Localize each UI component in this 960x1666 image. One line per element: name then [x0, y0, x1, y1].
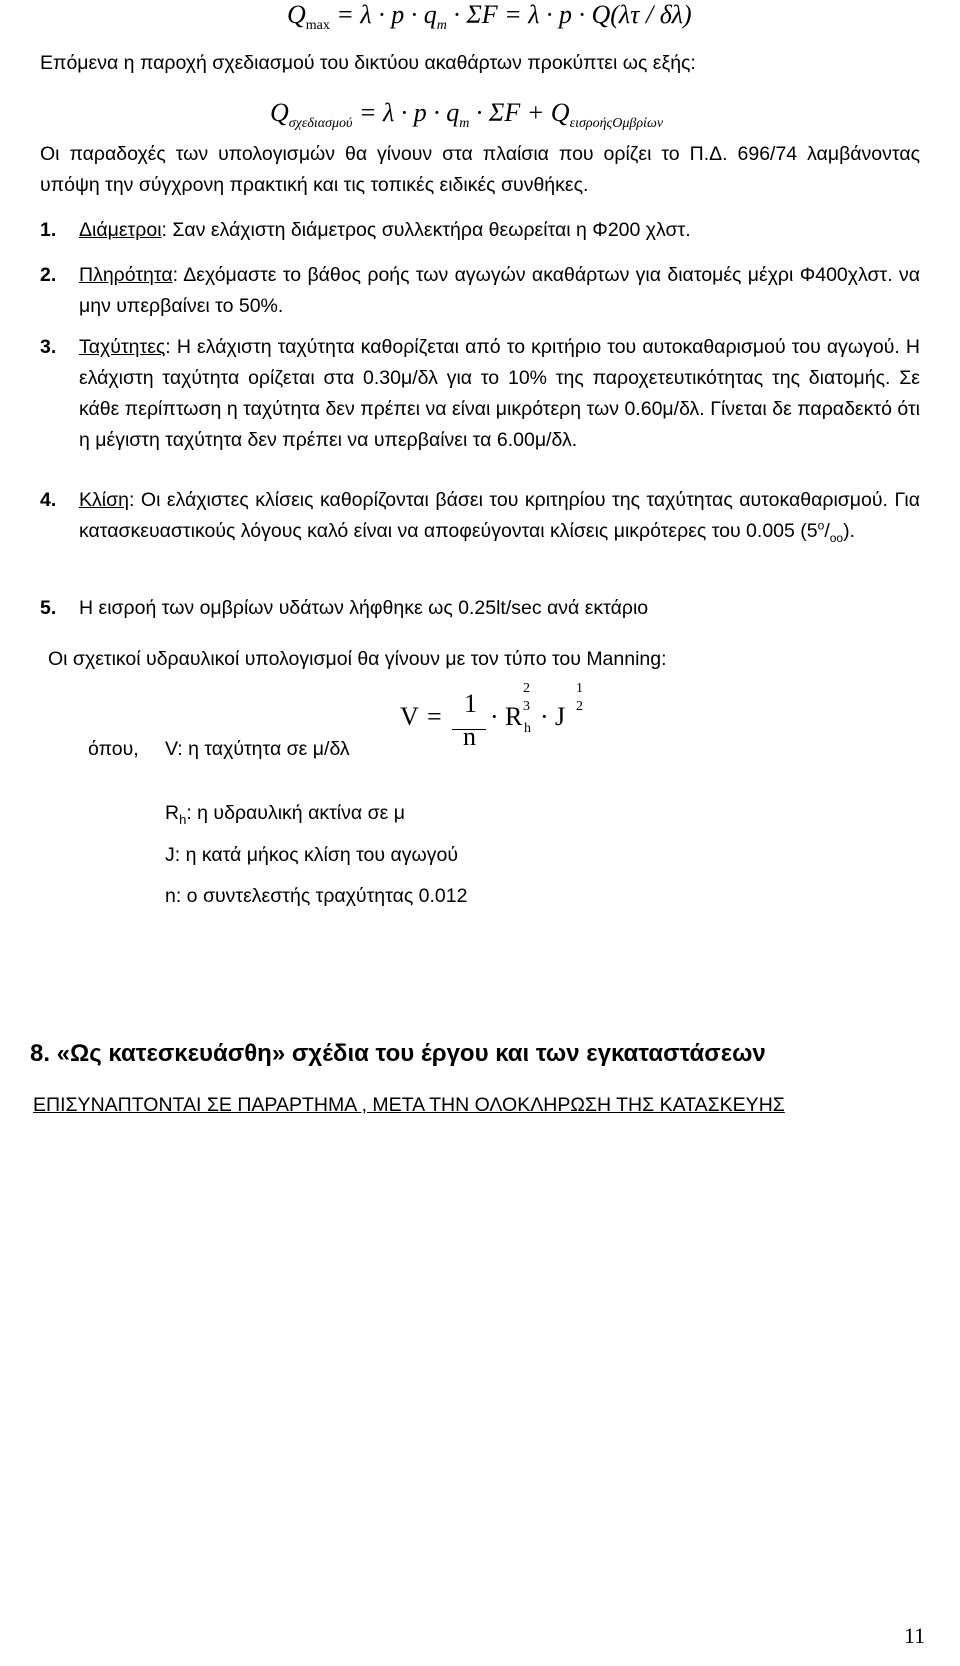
item-text: : Δεχόμαστε το βάθος ροής των αγωγών ακαθάρτων για διατομές μέχρι Φ400χλστ. να μην υπερβαίνει το 50%. [79, 264, 920, 317]
formula-qmax [287, 0, 692, 41]
item-text: ). [843, 520, 856, 542]
rh-subscript: h [179, 811, 187, 827]
list-item [40, 260, 920, 322]
definitions-label: όπου, [88, 738, 139, 760]
item-number: 1. [40, 219, 57, 241]
formula-exponent: 1 [576, 681, 583, 696]
formula-exponent: 3 [523, 699, 530, 714]
item-text: : Σαν ελάχιστη διάμετρος συλλεκτήρα θεωρείται η Φ200 χλστ. [161, 219, 691, 241]
formula-symbol: Q [287, 0, 306, 29]
formula-part: = λ · p · q [352, 98, 460, 127]
item-text: : Η ελάχιστη ταχύτητα καθορίζεται από το κριτήριο του αυτοκαθαρισμού του αγωγού. Η ελάχιστη ταχύτητα ορίζεται στα 0.30μ/δλ για το 10% της παροχετευτικότητας της διατομής. Σε κάθε περίπτωση η ταχύτητα δεν πρέπει να είναι μικρότερη των 0.60μ/δλ. Γίνεται δε παραδεκτό ότι η μέγιστη ταχύτητα δεν πρέπει να υπερβαίνει τα 6.00μ/δλ. [79, 336, 920, 451]
formula-subscript: εισροήςΟμβρίων [569, 116, 664, 131]
formula-subscript: m [459, 116, 470, 131]
formula-design-flow [270, 96, 663, 141]
formula-subscript: σχεδιασμού [288, 116, 353, 131]
formula-symbol: V [400, 702, 419, 731]
manning-intro: Οι σχετικοί υδραυλικοί υπολογισμοί θα γίνουν με τον τύπο του Manning: [48, 648, 667, 670]
formula-numerator: 1 [464, 689, 477, 718]
formula-operator: = [427, 702, 442, 731]
formula-symbol: Q [270, 98, 289, 127]
list-item [40, 485, 920, 547]
attachment-note: ΕΠΙΣΥΝΑΠΤΟΝΤΑΙ ΣΕ ΠΑΡΑΡΤΗΜΑ , ΜΕΤΑ ΤΗΝ ΟΛΟΚΛΗΡΩΣΗ ΤΗΣ ΚΑΤΑΣΚΕΥΗΣ [33, 1094, 785, 1116]
item-title: Κλίση [79, 489, 129, 511]
formula-part: · ΣF + Q [469, 98, 570, 127]
definition-v: V: η ταχύτητα σε μ/δλ [165, 738, 350, 760]
formula-symbol: J [555, 702, 566, 731]
intro-paragraph: Επόμενα η παροχή σχεδιασμού του δικτύου ακαθάρτων προκύπτει ως εξής: [40, 52, 696, 74]
formula-operator: · [540, 702, 549, 731]
item-number: 3. [40, 336, 57, 358]
formula-subscript: m [436, 18, 447, 33]
item-text: : Οι ελάχιστες κλίσεις καθορίζονται βάσει του κριτηρίου της ταχύτητας αυτοκαθαρισμού. Για κατασκευαστικούς λόγους καλό είναι να αποφεύγονται κλίσεις μικρότερες του 0.005 (5 [79, 489, 920, 542]
assumptions-paragraph: Οι παραδοχές των υπολογισμών θα γίνουν στα πλαίσια που ορίζει το Π.Δ. 696/74 λαμβάνοντας υπόψη την σύγχρονη πρακτική και τις τοπικές ειδικές συνθήκες. [40, 143, 920, 196]
definition-n: n: ο συντελεστής τραχύτητας 0.012 [165, 885, 468, 907]
list-item [40, 593, 920, 624]
item-text: Η εισροή των ομβρίων υδάτων λήφθηκε ως 0.25lt/sec ανά εκτάριο [79, 597, 649, 619]
item-number: 4. [40, 489, 57, 511]
list-item [40, 215, 920, 246]
formula-part: · ΣF = λ · p · Q(λτ / δλ) [446, 0, 692, 29]
item-subscript: oo [829, 530, 844, 545]
item-title: Διάμετροι [79, 219, 162, 241]
item-title: Ταχύτητες [79, 336, 166, 358]
rh-symbol: R [165, 802, 180, 824]
formula-operator: · [490, 702, 499, 731]
formula-denominator: n [463, 722, 476, 751]
formula-symbol: R [505, 702, 523, 731]
item-superscript: o [817, 518, 825, 533]
section-heading: 8. «Ως κατεσκευάσθη» σχέδια του έργου και των εγκαταστάσεων [30, 1040, 766, 1067]
item-text: / [824, 520, 830, 542]
page-number: 11 [904, 1623, 926, 1648]
formula-exponent: 2 [523, 681, 530, 696]
definition-j: J: η κατά μήκος κλίση του αγωγού [165, 844, 458, 866]
item-title: Πληρότητα [79, 264, 173, 286]
formula-subscript: h [524, 721, 531, 736]
list-item [40, 332, 920, 456]
formula-exponent: 2 [576, 699, 583, 714]
item-number: 2. [40, 264, 57, 286]
formula-part: = λ · p · q [329, 0, 437, 29]
definition-rh [165, 798, 405, 829]
rh-text: : η υδραυλική ακτίνα σε μ [186, 802, 405, 824]
item-number: 5. [40, 597, 57, 619]
formula-subscript: max [305, 18, 330, 33]
